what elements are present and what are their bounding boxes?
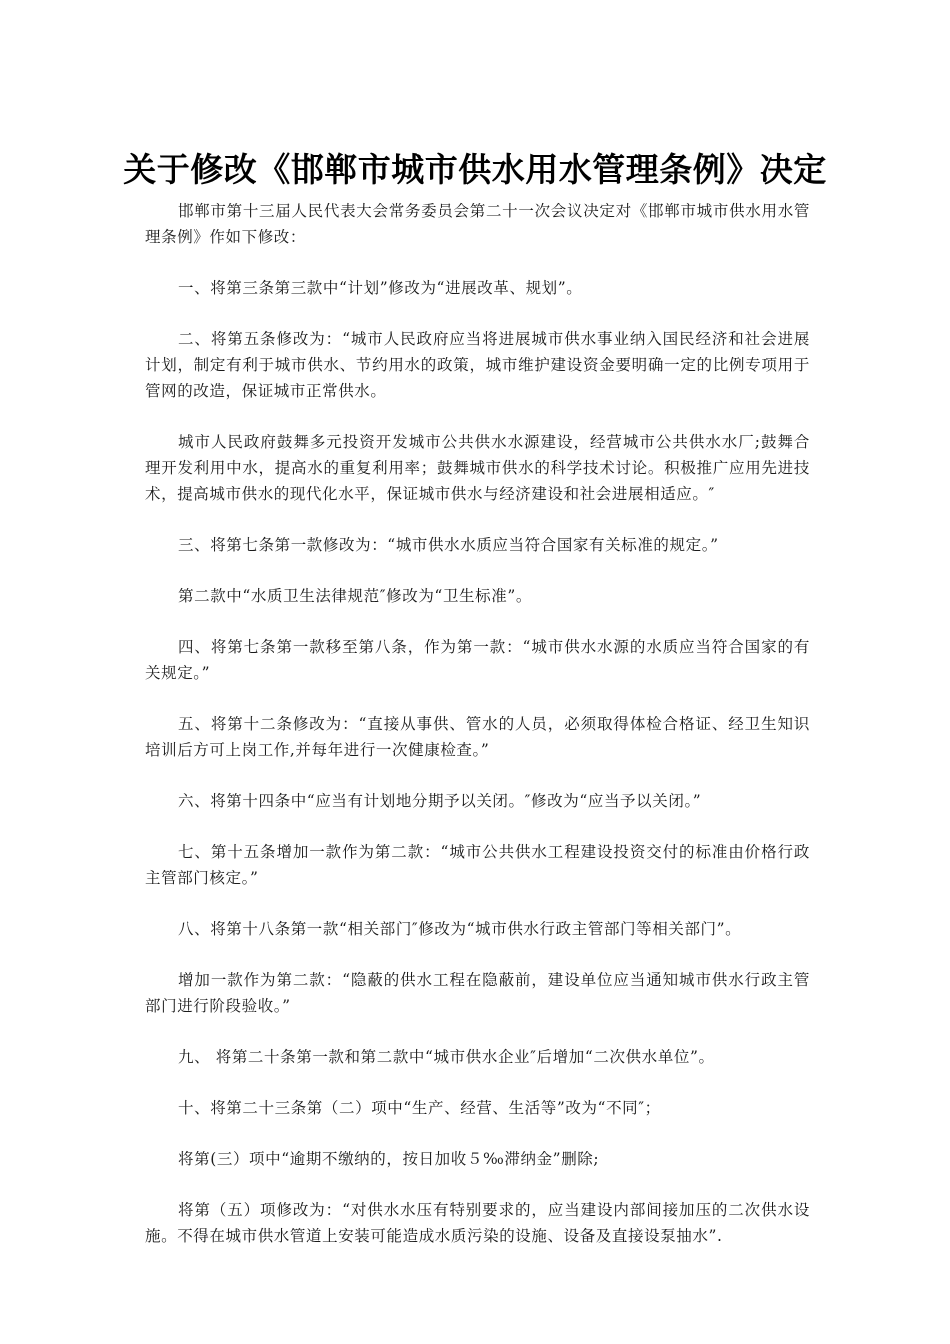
paragraph-item-3-clause-2: 第二款中“水质卫生法律规范″修改为“卫生标准”。	[178, 587, 532, 605]
document-body	[145, 198, 810, 1274]
paragraph-item-3: 三、将第七条第一款修改为：“城市供水水质应当符合国家有关标准的规定。”	[178, 536, 719, 554]
paragraph-item-8-clause-2: 增加一款作为第二款：“隐蔽的供水工程在隐蔽前，建设单位应当通知城市供水行政主管部门进行阶段验收。”	[145, 971, 810, 1015]
paragraph-item-5: 五、将第十二条修改为：“直接从事供、管水的人员，必须取得体检合格证、经卫生知识培训后方可上岗工作,并每年进行一次健康检查。”	[145, 715, 810, 759]
paragraph-item-7: 七、第十五条增加一款作为第二款：“城市公共供水工程建设投资交付的标准由价格行政主管部门核定。”	[145, 843, 810, 887]
document-title: 关于修改《邯郸市城市供水用水管理条例》决定	[123, 150, 827, 190]
paragraph-item-8: 八、将第十八条第一款“相关部门″修改为“城市供水行政主管部门等相关部门”。	[178, 920, 742, 938]
paragraph-item-2: 二、将第五条修改为：“城市人民政府应当将进展城市供水事业纳入国民经济和社会进展计划，制定有利于城市供水、节约用水的政策，城市维护建设资金要明确一定的比例专项用于管网的改造，保证城市正常供水。	[145, 330, 810, 400]
paragraph-intro: 邯郸市第十三届人民代表大会常务委员会第二十一次会议决定对《邯郸市城市供水用水管理条例》作如下修改：	[145, 202, 810, 246]
paragraph-item-4: 四、将第七条第一款移至第八条，作为第一款：“城市供水水源的水质应当符合国家的有关规定。”	[145, 638, 810, 682]
paragraph-item-10-clause-3: 将第(三）项中“逾期不缴纳的，按日加收５‰滞纳金”删除;	[178, 1150, 600, 1168]
paragraph-item-10-clause-5: 将第（五）项修改为：“对供水水压有特别要求的，应当建设内部间接加压的二次供水设施。不得在城市供水管道上安装可能造成水质污染的设施、设备及直接设泵抽水”.	[145, 1201, 810, 1245]
paragraph-item-10: 十、将第二十三条第（二）项中“生产、经营、生活等”改为“不同″；	[178, 1099, 661, 1117]
paragraph-item-9: 九、 将第二十条第一款和第二款中“城市供水企业″后增加“二次供水单位”。	[178, 1048, 715, 1066]
paragraph-item-1: 一、将第三条第三款中“计划”修改为“进展改革、规划”。	[178, 279, 583, 297]
paragraph-item-6: 六、将第十四条中“应当有计划地分期予以关闭。″修改为“应当予以关闭。”	[178, 792, 702, 810]
paragraph-item-2-continued: 城市人民政府鼓舞多元投资开发城市公共供水水源建设，经营城市公共供水水厂;鼓舞合理开发利用中水，提高水的重复利用率；鼓舞城市供水的科学技术讨论。积极推广应用先进技术，提高城市供水的现代化水平，保证城市供水与经济建设和社会进展相适应。″	[145, 433, 810, 503]
